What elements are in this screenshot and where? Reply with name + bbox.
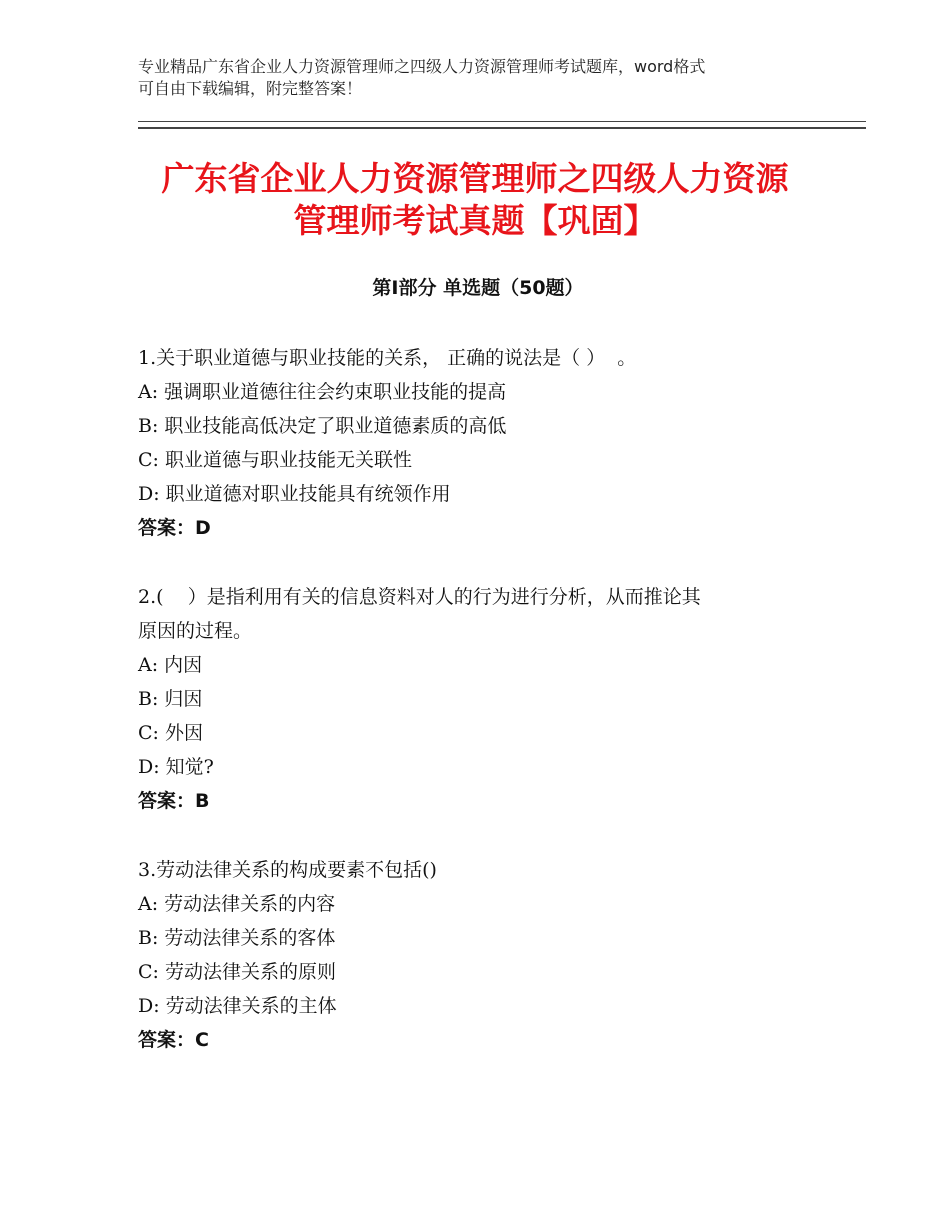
option-b: B: 劳动法律关系的客体 xyxy=(138,927,336,949)
question-3 xyxy=(138,853,818,1057)
section-heading: 第Ⅰ部分 单选题（50题） xyxy=(372,277,584,299)
answer: 答案：B xyxy=(138,790,210,812)
question-stem-continued: 原因的过程。 xyxy=(138,620,253,642)
option-c: C: 职业道德与职业技能无关联性 xyxy=(138,449,412,471)
header-note xyxy=(138,56,818,100)
question-2 xyxy=(138,580,818,818)
option-b: B: 职业技能高低决定了职业道德素质的高低 xyxy=(138,415,507,437)
option-b: B: 归因 xyxy=(138,688,203,710)
header-divider xyxy=(138,121,866,129)
option-a: A: 强调职业道德往往会约束职业技能的提高 xyxy=(138,381,507,403)
question-stem: 3.劳动法律关系的构成要素不包括() xyxy=(138,859,437,881)
option-d: D: 劳动法律关系的主体 xyxy=(138,995,337,1017)
option-a: A: 内因 xyxy=(138,654,203,676)
option-a: A: 劳动法律关系的内容 xyxy=(138,893,336,915)
question-stem: 2.( ）是指利用有关的信息资料对人的行为进行分析，从而推论其 xyxy=(138,586,701,608)
answer: 答案：C xyxy=(138,1029,209,1051)
option-c: C: 劳动法律关系的原则 xyxy=(138,961,336,983)
answer: 答案：D xyxy=(138,517,211,539)
option-d: D: 知觉? xyxy=(138,756,214,778)
document-title-line-1: 广东省企业人力资源管理师之四级人力资源 xyxy=(161,159,789,198)
question-1 xyxy=(138,341,818,545)
option-d: D: 职业道德对职业技能具有统领作用 xyxy=(138,483,451,505)
option-c: C: 外因 xyxy=(138,722,203,744)
document-title-line-2: 管理师考试真题【巩固】 xyxy=(293,201,657,240)
question-stem: 1.关于职业道德与职业技能的关系， 正确的说法是（ ） 。 xyxy=(138,347,637,369)
header-note-line-1: 专业精品广东省企业人力资源管理师之四级人力资源管理师考试题库，word格式 xyxy=(138,57,706,76)
document-title xyxy=(100,158,850,242)
header-note-line-2: 可自由下载编辑，附完整答案！ xyxy=(138,79,363,98)
